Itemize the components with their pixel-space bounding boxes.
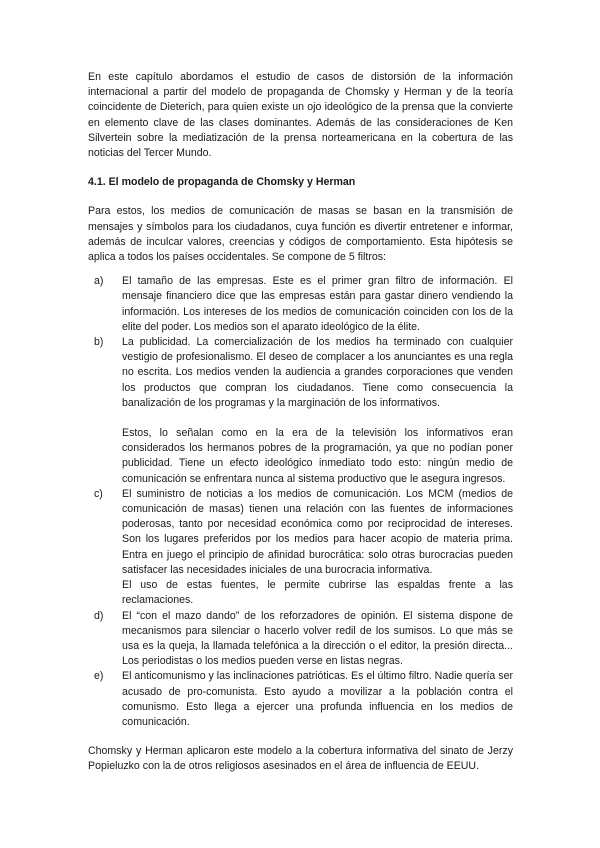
lead-paragraph: Para estos, los medios de comunicación de masas se basan en la transmisión de mensajes y símbolos para los ciudadanos, cuya función es divertir entretener e informar, además de inculcar valores, creencias y códigos de comportamiento. Esta hipótesis se aplica a todos los países occidentales. Se compone de 5 filtros: [88,205,513,264]
list-item-text: El tamaño de las empresas. Este es el primer gran filtro de información. El mensaje financiero dice que las empresas están para gastar dinero vendiendo la información. Los intereses de los medios de comunicación coinciden con los de la elite del poder. Los medios son el aparato ideológico de la élite. [122,275,513,333]
list-marker: a) [94,275,104,288]
list-item-text: El suministro de noticias a los medios de comunicación. Los MCM (medios de comunicación de masas) tienen una relación con las fuentes de informaciones poderosas, tanto por necesidad económica como por reciprocidad de intereses. Son los lugares preferidos por los medios para hacer acopio de materia prima. Entra en juego el principio de afinidad burocrática: solo otras burocracias pueden satisfacer las necesidades iniciales de una burocracia informativa. [122,487,513,576]
list-marker: e) [94,670,104,683]
list-item [88,669,513,730]
list-marker: d) [94,609,104,622]
list-item [88,487,513,609]
list-item-text: El “con el mazo dando” de los reforzadores de opinión. El sistema dispone de mecanismos para silenciar o hacerlo volver redil de los sumisos. Lo que más se usa es la queja, la llamada telefónica a la dirección o el editor, la presión directa... Los periodistas o los medios pueden verse en listas negras. [122,609,513,668]
list-item [88,274,513,335]
list-item-text: Estos, lo señalan como en la era de la televisión los informativos eran considerados los hermanos pobres de la programación, ya que no podían poner publicidad. Tiene un efecto ideológico inmediato todo esto: ningún medio de comunicación se enfrentara nunca al sistema productivo que le asegura ingresos. [122,427,513,485]
list-marker: c) [94,487,103,500]
list-item [88,609,513,670]
closing-paragraph: Chomsky y Herman aplicaron este modelo a la cobertura informativa del sinato de Jerzy Popieluzko con la de otros religiosos asesinados en el área de influencia de EEUU. [88,745,513,773]
intro-paragraph: En este capítulo abordamos el estudio de casos de distorsión de la información internacional a partir del modelo de propaganda de Chomsky y Herman y de la teoría coincidente de Dieterich, para quien existe un ojo ideológico de la prensa que la convierte en elemento clave de las clases dominantes. Además de las consideraciones de Ken Silvertein sobre la mediatización de la prensa norteamericana en la cobertura de las noticias del Tercer Mundo. [88,71,513,160]
list-item-text: La publicidad. La comercialización de los medios ha terminado con cualquier vestigio de profesionalismo. El deseo de complacer a los anunciantes es una regla no escrita. Los medios venden la audiencia a grandes corporaciones que venden los productos que compran los ciudadanos. Tiene como consecuencia la banalización de los programas y la marginación de los informativos. [122,336,513,409]
list-marker: b) [94,336,104,349]
list-item-text: El uso de estas fuentes, le permite cubrirse las espaldas frente a las reclamaciones. [122,579,513,607]
list-item [88,335,513,487]
filter-list [88,274,513,730]
list-item-text: El anticomunismo y las inclinaciones patrióticas. Es el último filtro. Nadie quería ser acusado de pro-comunista. Esto ayudo a movilizar a la población contra el comunismo. Esto llega a ejercer una profunda influencia en los medios de comunicación. [122,670,513,728]
document-body [88,70,513,775]
section-heading: 4.1. El modelo de propaganda de Chomsky y Herman [88,176,356,189]
